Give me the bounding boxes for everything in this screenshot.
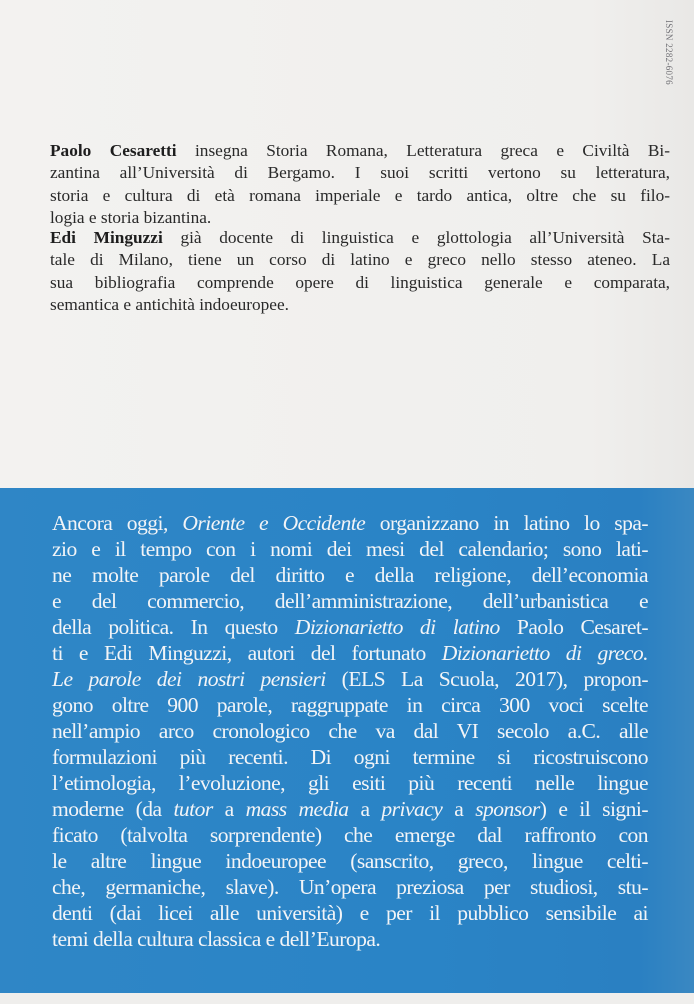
blurb-text: ) e il signi-	[539, 797, 648, 821]
blurb-text: zio e il tempo con i nomi dei mesi del calendario; sono lati-	[52, 537, 648, 561]
blurb-text: ne molte parole del diritto e della religione, dell’economia	[52, 563, 648, 587]
blurb-line	[52, 640, 648, 666]
italic-title: mass media	[245, 797, 349, 821]
blurb-text: (ELS La Scuola, 2017), propon-	[325, 667, 648, 691]
blurb-line	[52, 874, 648, 900]
author-bio-minguzzi: Edi Minguzzi già docente di linguistica e glottologia all’Università Sta- tale di Milano, tiene un corso di latino e greco nello stesso ateneo. La sua bibliografia comprende opere di linguistica generale e comparata, semantica e antichità indoeuropee.	[50, 228, 670, 314]
blurb-text: organizzano in latino lo spa-	[365, 511, 649, 535]
blurb-line	[52, 614, 648, 640]
italic-title: privacy	[381, 797, 443, 821]
blurb-line	[52, 900, 648, 926]
blurb-text: gono oltre 900 parole, raggruppate in circa 300 voci scelte	[52, 693, 648, 717]
blurb-text: le altre lingue indoeuropee (sanscrito, greco, lingue celti-	[52, 849, 648, 873]
blurb-text: temi della cultura classica e dell’Europa.	[52, 927, 381, 951]
blurb-text: moderne (da	[52, 797, 174, 821]
italic-title: sponsor	[475, 797, 540, 821]
author-name: Edi Minguzzi	[50, 228, 163, 247]
blurb-text: e del commercio, dell’amministrazione, dell’urbanistica e	[52, 589, 648, 613]
blurb-line	[52, 588, 648, 614]
blurb-text: ti e Edi Minguzzi, autori del fortunato	[52, 641, 442, 665]
blurb-line	[52, 666, 648, 692]
blurb-line	[52, 536, 648, 562]
blurb-line	[52, 926, 648, 952]
author-name: Paolo Cesaretti	[50, 141, 177, 160]
blurb-text: che, germaniche, slave). Un’opera preziosa per studiosi, stu-	[52, 875, 648, 899]
blurb-line	[52, 744, 648, 770]
italic-title: Dizionarietto di latino	[294, 615, 500, 639]
blurb-text: a	[348, 797, 382, 821]
blurb-text: nell’ampio arco cronologico che va dal VI secolo a.C. alle	[52, 719, 648, 743]
blurb-text: a	[212, 797, 246, 821]
blurb-text: denti (dai licei alle università) e per il pubblico sensibile ai	[52, 901, 648, 925]
blurb-line	[52, 848, 648, 874]
blurb-line	[52, 562, 648, 588]
blurb-line	[52, 718, 648, 744]
issn-label: ISSN 2282-6076	[664, 20, 674, 85]
blurb-line	[52, 822, 648, 848]
italic-title: Oriente e Occidente	[182, 511, 366, 535]
blurb-text: della politica. In questo	[52, 615, 295, 639]
blurb-text: formulazioni più recenti. Di ogni termine si ricostruiscono	[52, 745, 648, 769]
blurb-band	[0, 488, 694, 993]
blurb-line	[52, 510, 648, 536]
author-bio-cesaretti: Paolo Cesaretti insegna Storia Romana, Letteratura greca e Civiltà Bi- zantina all’Università di Bergamo. I suoi scritti vertono su letteratura, storia e cultura di età romana imperiale e tardo antica, oltre che su filo- logia e storia bizantina.	[50, 141, 670, 227]
blurb-text: Paolo Cesaret-	[499, 615, 648, 639]
blurb-text: l’etimologia, l’evoluzione, gli esiti più recenti nelle lingue	[52, 771, 648, 795]
blurb-line	[52, 692, 648, 718]
italic-title: tutor	[173, 797, 213, 821]
blurb-text: a	[442, 797, 476, 821]
book-blurb	[52, 510, 648, 952]
blurb-text: Ancora oggi,	[52, 511, 183, 535]
blurb-line	[52, 770, 648, 796]
italic-title: Dizionarietto di greco.	[441, 641, 648, 665]
blurb-line	[52, 796, 648, 822]
italic-title: Le parole dei nostri pensieri	[52, 667, 326, 691]
blurb-text: ficato (talvolta sorprendente) che emerge dal raffronto con	[52, 823, 648, 847]
bottom-margin	[0, 993, 694, 1004]
